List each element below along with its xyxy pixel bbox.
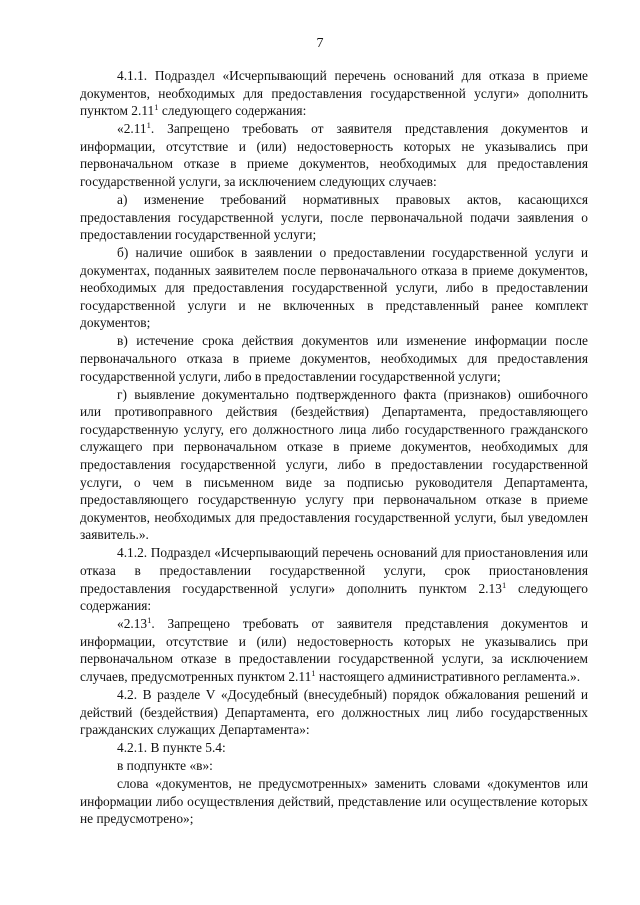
paragraph-p4	[80, 244, 588, 332]
text-run: настоящего административного регламента.».	[315, 668, 581, 684]
text-run: 4.1.1. Подраздел «Исчерпывающий перечень оснований для отказа в приеме документов, необходимых для предоставления государственной услуги» дополнить пунктом 2.11	[80, 68, 588, 119]
paragraph-p12	[80, 775, 588, 828]
text-run: а) изменение требований нормативных правовых актов, касающихся предоставления государственной услуги, после первоначальной подачи заявления о предоставлении государственной услуги;	[80, 191, 588, 243]
text-run: следующего содержания:	[80, 580, 588, 614]
paragraph-p11	[80, 757, 588, 775]
text-run: 4.2. В разделе V «Досудебный (внесудебный) порядок обжалования решений и действий (бездействия) Департамента, его должностных лиц либо государственных гражданских служащих Департамента»:	[80, 686, 588, 738]
paragraph-p5	[80, 332, 588, 385]
text-run: «2.11	[117, 121, 147, 137]
superscript: 1	[146, 120, 151, 131]
text-run: слова «документов, не предусмотренных» заменить словами «документов или информации либо осуществления действий, представление или осуществление которых не предусмотрено»;	[80, 776, 588, 827]
superscript: 1	[311, 667, 316, 678]
document-body	[80, 67, 588, 828]
superscript: 1	[147, 615, 152, 626]
text-run: в) истечение срока действия документов или изменение информации после первоначального отказа в приеме документов, необходимых для предоставления государственной услуги, либо в предоставлении государственной услуги;	[80, 333, 588, 384]
text-run: в подпункте «в»:	[117, 758, 213, 774]
text-run: г) выявление документально подтвержденного факта (признаков) ошибочного или противоправного действия (бездействия) Департамента, предоставляющего государственную услугу, его должностного лица либо государственного гражданского служащего при первоначальном отказе в приеме документов, необходимых для предоставления государственной услуги, либо в предоставлении государственной услуги, о чем в письменном виде за подписью руководителя Департамента, предоставляющего государственную услугу при первоначальном отказе в приеме документов, необходимых для предоставления государственной услуги, был уведомлен заявитель.».	[80, 386, 588, 543]
paragraph-p6	[80, 386, 588, 544]
text-run: . Запрещено требовать от заявителя представления документов и информации, отсутствие и (или) недостоверность которых не указывались при первоначальном отказе в предоставлении государственной услуги, за исключением случаев, предусмотренных пунктом 2.11	[80, 616, 588, 684]
paragraph-p3	[80, 191, 588, 244]
text-run: «2.13	[117, 616, 148, 632]
text-run: б) наличие ошибок в заявлении о предоставлении государственной услуги и документах, поданных заявителем после первоначального отказа в приеме документов, необходимых для предоставления государственной услуги, либо в предоставлении государственной услуги и не включенных в представленный ранее комплект документов;	[80, 245, 588, 331]
superscript: 1	[501, 579, 507, 590]
text-run: следующего содержания:	[158, 103, 307, 119]
text-run: . Запрещено требовать от заявителя представления документов и информации, отсутствие и (или) недостоверность которых не указывались при первоначальном отказе в приеме документов, необходимых для предоставления государственной услуги, за исключением следующих случаев:	[80, 121, 588, 189]
text-run: 4.1.2. Подраздел «Исчерпывающий перечень оснований для приостановления или отказа в предоставлении государственной услуги, срок приостановления предоставления государственной услуги» дополнить пунктом 2.13	[80, 545, 588, 596]
paragraph-p9	[80, 686, 588, 739]
paragraph-p7	[80, 544, 588, 614]
paragraph-p2	[80, 120, 588, 190]
paragraph-p1	[80, 67, 588, 120]
text-run: 4.2.1. В пункте 5.4:	[117, 740, 226, 756]
paragraph-p10	[80, 739, 588, 757]
page-number: 7	[316, 36, 324, 51]
paragraph-p8	[80, 615, 588, 685]
superscript: 1	[154, 102, 159, 113]
